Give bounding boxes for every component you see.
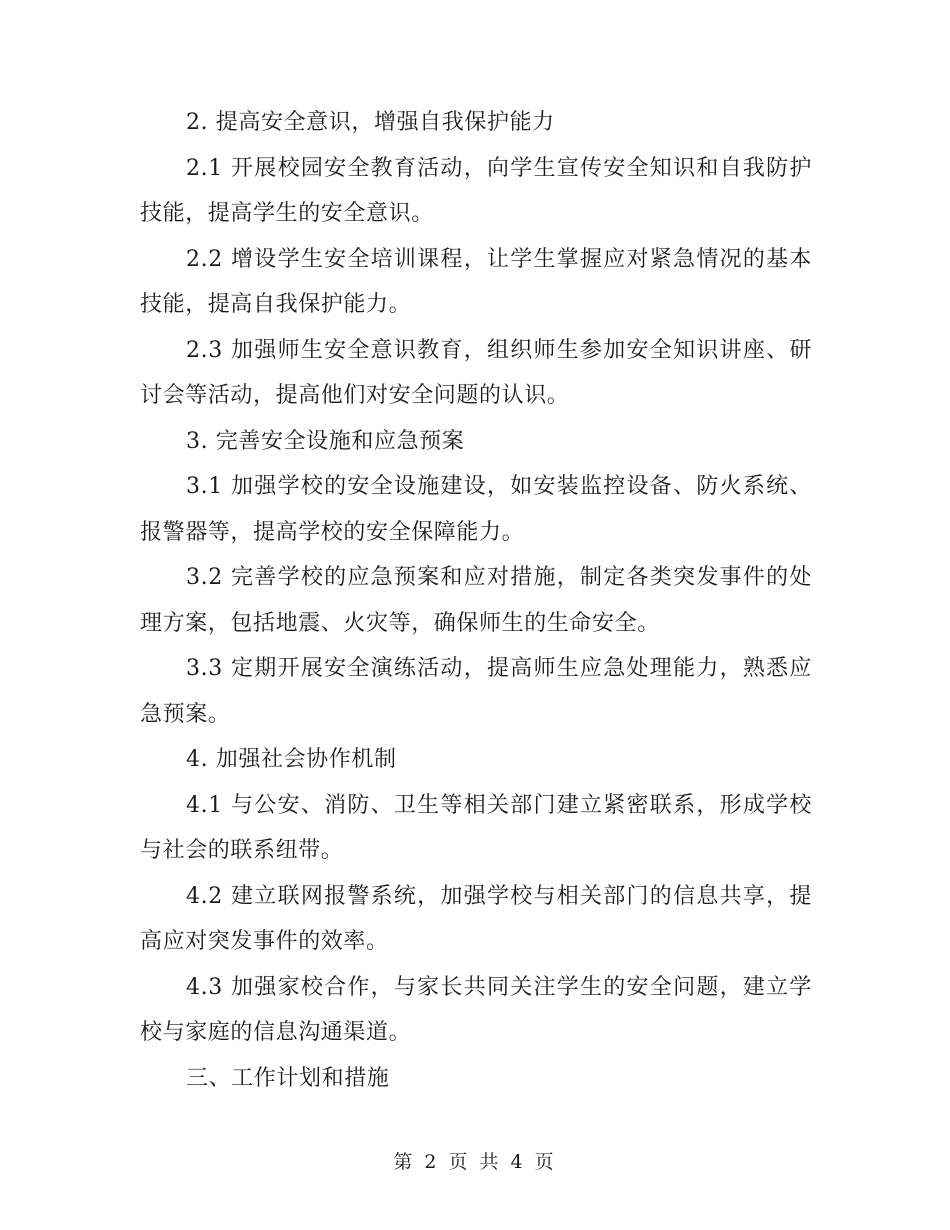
paragraph-3-1: 3.1 加强学校的安全设施建设，如安装监控设备、防火系统、报警器等，提高学校的安全保障能力。 <box>140 474 812 545</box>
section-heading-4: 4. 加强社会协作机制 <box>186 747 397 772</box>
section-heading-2: 2. 提高安全意识，增强自我保护能力 <box>186 110 555 135</box>
paragraph-4-3: 4.3 加强家校合作，与家长共同关注学生的安全问题，建立学校与家庭的信息沟通渠道。 <box>140 974 812 1045</box>
paragraph-3-3: 3.3 定期开展安全演练活动，提高师生应急处理能力，熟悉应急预案。 <box>140 656 812 727</box>
paragraph-4-2: 4.2 建立联网报警系统，加强学校与相关部门的信息共享，提高应对突发事件的效率。 <box>140 883 812 954</box>
paragraph-2-1: 2.1 开展校园安全教育活动，向学生宣传安全知识和自我防护技能，提高学生的安全意识。 <box>140 155 812 226</box>
paragraph-3-2: 3.2 完善学校的应急预案和应对措施，制定各类突发事件的处理方案，包括地震、火灾等，确保师生的生命安全。 <box>140 565 812 636</box>
paragraph-2-3: 2.3 加强师生安全意识教育，组织师生参加安全知识讲座、研讨会等活动，提高他们对安全问题的认识。 <box>140 337 812 408</box>
paragraph-2-2: 2.2 增设学生安全培训课程，让学生掌握应对紧急情况的基本技能，提高自我保护能力。 <box>140 246 812 317</box>
section-heading-3: 3. 完善安全设施和应急预案 <box>186 428 465 454</box>
paragraph-4-1: 4.1 与公安、消防、卫生等相关部门建立紧密联系，形成学校与社会的联系纽带。 <box>140 792 812 863</box>
document-page <box>140 100 812 1101</box>
chapter-heading-3: 三、工作计划和措施 <box>186 1065 390 1091</box>
page-number-footer: 第 2 页 共 4 页 <box>393 1151 557 1173</box>
